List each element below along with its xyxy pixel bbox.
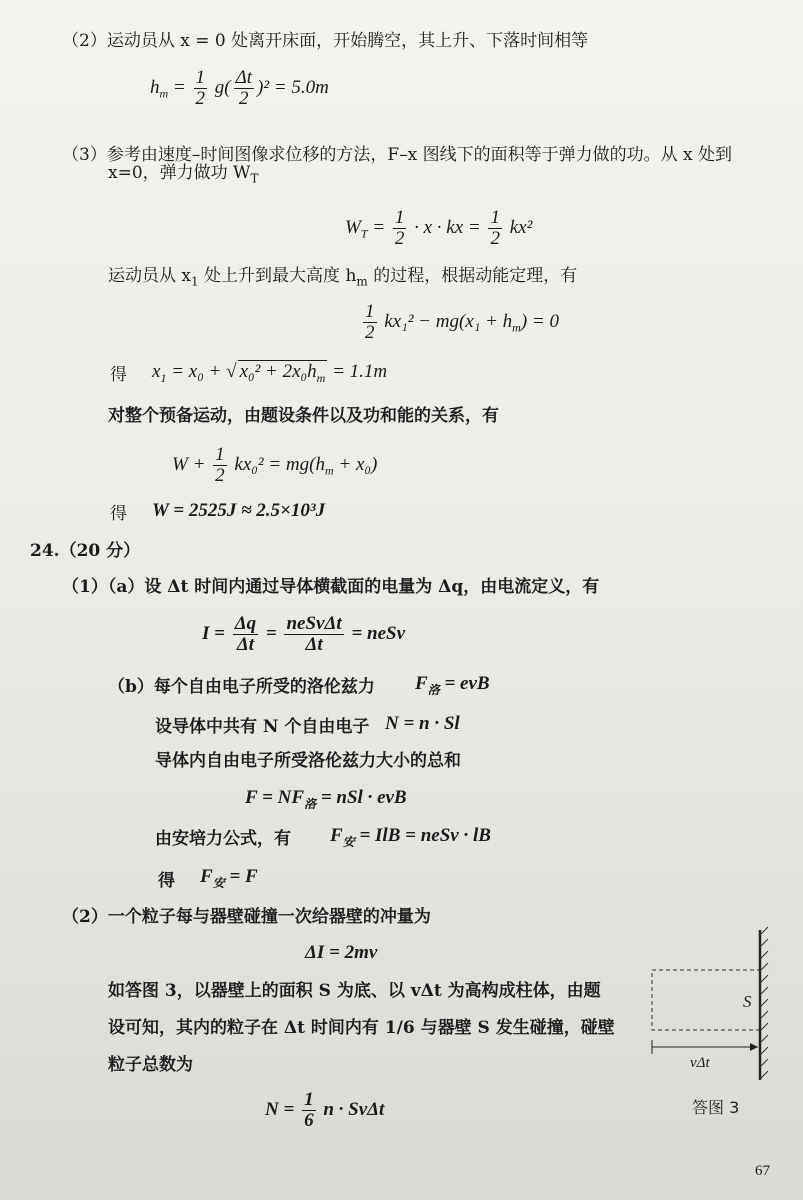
para-fig-1: 如答图 3，以器壁上的面积 S 为底、以 vΔt 为高构成柱体，由题 xyxy=(108,981,601,1001)
para-sum: 导体内自由电子所受洛伦兹力大小的总和 xyxy=(155,751,461,771)
equation-result: $F_安 = F$ xyxy=(200,866,258,890)
equation-w-result: W = 2525J ≈ 2.5×10³J xyxy=(152,500,326,521)
equation-energy: $\frac{1}{2}$ $kx_1^2 - mg(x_1 + h_m) = 0$ xyxy=(365,301,559,343)
equation-w: W + $\frac{1}{2}$ $kx_0^2 = mg(h_m + x_0)$ xyxy=(172,444,378,486)
label-vdt: vΔt xyxy=(690,1055,710,1071)
page-number: 67 xyxy=(755,1163,770,1179)
para-ampere: 由安培力公式，有 xyxy=(155,829,291,849)
equation-impulse: ΔI = 2mv xyxy=(305,942,378,963)
equation-ampere: $F_安$ = IlB = neSv · lB xyxy=(330,825,491,849)
equation-N: N = n · Sl xyxy=(385,713,460,734)
equation-I: I = $\frac{\Delta q}{\Delta t}$ = $\frac{\text{neSvΔt}}{\Delta t}$ = neSv xyxy=(202,613,406,655)
equation-N-count: N = $\frac{1}{6}$ n · SvΔt xyxy=(265,1089,385,1131)
para-whole: 对整个预备运动，由题设条件以及功和能的关系，有 xyxy=(108,406,499,426)
equation-wt: $W_T$ = $\frac{1}{2}$ · x · kx = $\frac{1}{2}$ kx² xyxy=(345,207,533,249)
q24-part1b: （b）每个自由电子所受的洛伦兹力 xyxy=(108,677,375,697)
para-fig-2: 设可知，其内的粒子在 Δt 时间内有 1/6 与器壁 S 发生碰撞，碰壁 xyxy=(108,1018,615,1038)
de-label-2: 得 xyxy=(110,504,127,524)
figure-caption: 答图 3 xyxy=(692,1098,740,1117)
de-label-3: 得 xyxy=(158,871,175,891)
equation-hm: $h_m$ = $\frac{1}{2}$ g( $\frac{\Delta t}{2}$ )² = 5.0m xyxy=(150,67,329,109)
figure-3-diagram xyxy=(640,925,780,1125)
equation-F: $F = NF_洛$ = nSl · evB xyxy=(245,787,407,811)
para-fig-3: 粒子总数为 xyxy=(108,1055,193,1075)
part2-text: （2）运动员从 x = 0 处离开床面，开始腾空，其上升、下落时间相等 xyxy=(62,31,589,51)
q24-part1a: （1）（a）设 Δt 时间内通过导体横截面的电量为 Δq，由电流定义，有 xyxy=(62,577,600,597)
label-s: S xyxy=(743,992,752,1011)
para-N: 设导体中共有 N 个自由电子 xyxy=(155,717,370,737)
question-24-heading: 24.（20 分） xyxy=(30,541,141,561)
para-rise: 运动员从 $x_1$ 处上升到最大高度 $h_m$ 的过程，根据动能定理，有 xyxy=(108,266,578,289)
wall xyxy=(760,927,768,1080)
q24-part2: （2）一个粒子每与器壁碰撞一次给器壁的冲量为 xyxy=(62,907,431,927)
part3-text-2: x=0，弹力做功 $W_T$ xyxy=(108,163,259,186)
de-label-1: 得 xyxy=(110,365,127,385)
equation-x1: $x_1 = x_0$ + √ $x_0^2 + 2x_0h_m = 1.1m$ xyxy=(152,360,387,389)
equation-lorentz: $F_洛$ = evB xyxy=(415,673,490,697)
part3-text: （3）参考由速度–时间图像求位移的方法，F–x 图线下的面积等于弹力做的功。从 x 处到 xyxy=(62,145,732,165)
